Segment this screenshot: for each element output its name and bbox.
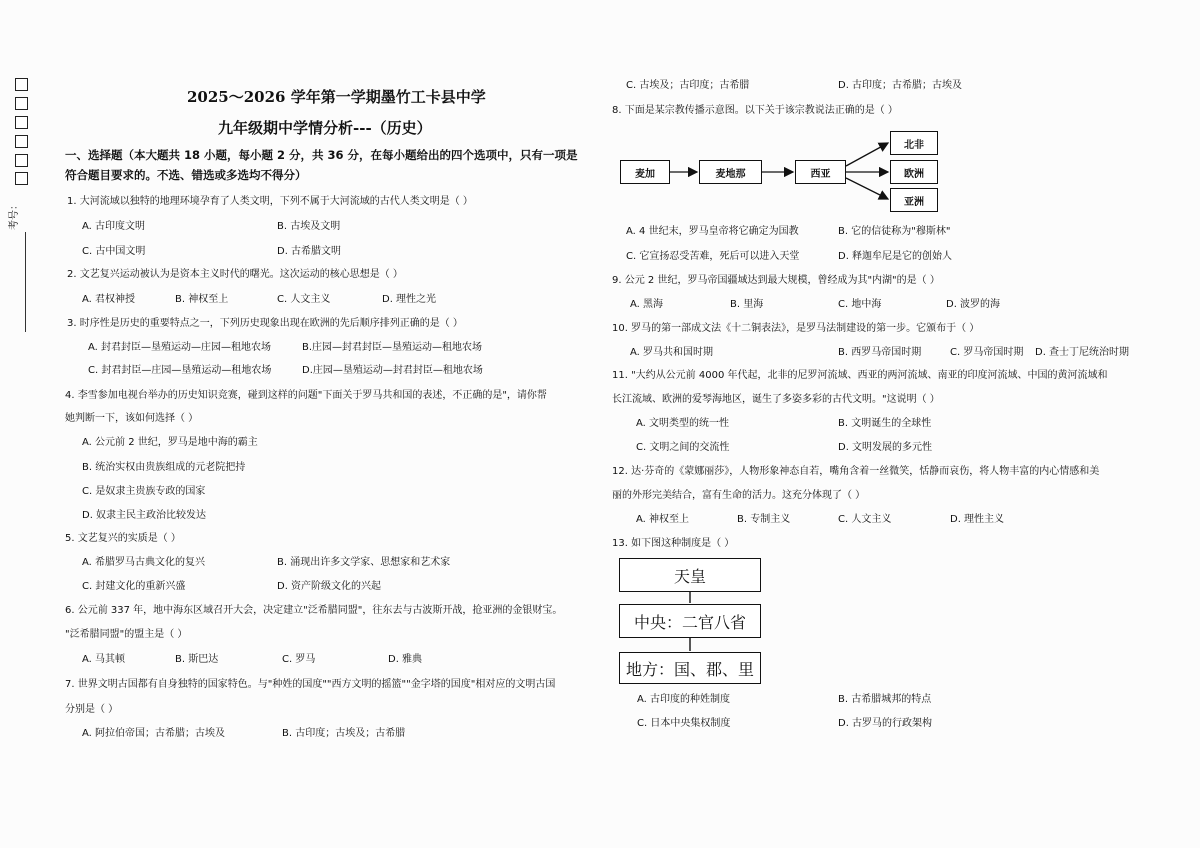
node-west-asia: 西亚	[795, 160, 846, 184]
q9-option-b[interactable]: B. 里海	[730, 299, 764, 310]
q4-option-d[interactable]: D. 奴隶主民主政治比较发达	[82, 510, 207, 521]
q3-stem: 3. 时序性是历史的重要特点之一，下列历史现象出现在欧洲的先后顺序排列正确的是（ ）	[67, 318, 463, 329]
q8-option-c[interactable]: C. 它宣扬忍受苦难，死后可以进入天堂	[626, 251, 800, 262]
exam-subtitle: 九年级期中学情分析---（历史）	[218, 119, 432, 137]
q11-option-d[interactable]: D. 文明发展的多元性	[838, 442, 933, 453]
q9-option-a[interactable]: A. 黑海	[630, 299, 664, 310]
q6-option-b[interactable]: B. 斯巴达	[175, 654, 219, 665]
q10-option-b[interactable]: B. 西罗马帝国时期	[838, 347, 922, 358]
q1-stem: 1. 大河流域以独特的地理环境孕育了人类文明，下列不属于大河流域的古代人类文明是（ ）	[67, 196, 473, 207]
q1-option-d[interactable]: D. 古希腊文明	[277, 246, 342, 257]
q7-option-a[interactable]: A. 阿拉伯帝国；古希腊；古埃及	[82, 728, 226, 739]
q11-option-b[interactable]: B. 文明诞生的全球性	[838, 418, 932, 429]
q5-option-c[interactable]: C. 封建文化的重新兴盛	[82, 581, 186, 592]
q9-option-c[interactable]: C. 地中海	[838, 299, 882, 310]
q12-stem-line2: 丽的外形完美结合，富有生命的活力。这充分体现了（ ）	[612, 490, 866, 501]
node-medina: 麦地那	[699, 160, 762, 184]
q10-option-c[interactable]: C. 罗马帝国时期	[950, 347, 1024, 358]
node-asia: 亚洲	[890, 188, 938, 212]
q2-stem: 2. 文艺复兴运动被认为是资本主义时代的曙光。这次运动的核心思想是（ ）	[67, 269, 403, 280]
node-europe: 欧洲	[890, 160, 938, 184]
q4-stem-line2: 她判断一下，该如何选择（ ）	[65, 413, 199, 424]
node-mecca: 麦加	[620, 160, 670, 184]
q9-option-d[interactable]: D. 波罗的海	[946, 299, 1001, 310]
q10-option-a[interactable]: A. 罗马共和国时期	[630, 347, 714, 358]
q3-option-a[interactable]: A. 封君封臣—垦殖运动—庄园—租地农场	[88, 342, 272, 353]
q1-option-c[interactable]: C. 古中国文明	[82, 246, 146, 257]
q8-option-b[interactable]: B. 它的信徒称为"穆斯林"	[838, 226, 951, 237]
q13-option-c[interactable]: C. 日本中央集权制度	[637, 718, 731, 729]
section-heading-line1: 一、选择题（本大题共 18 小题，每小题 2 分，共 36 分，在每小题给出的四个选项中，只有一项是	[65, 148, 578, 162]
section-heading-line2: 符合题目要求的。不选、错选或多选均不得分）	[65, 168, 307, 182]
q7-option-d[interactable]: D. 古印度；古希腊；古埃及	[838, 80, 963, 91]
q6-option-a[interactable]: A. 马其顿	[82, 654, 126, 665]
q9-stem: 9. 公元 2 世纪，罗马帝国疆域达到最大规模，曾经成为其"内湖"的是（ ）	[612, 275, 940, 286]
q8-option-d[interactable]: D. 释迦牟尼是它的创始人	[838, 251, 953, 262]
q4-option-a[interactable]: A. 公元前 2 世纪，罗马是地中海的霸主	[82, 437, 258, 448]
q13-option-a[interactable]: A. 古印度的种姓制度	[637, 694, 731, 705]
q7-option-c[interactable]: C. 古埃及；古印度；古希腊	[626, 80, 750, 91]
q8-stem: 8. 下面是某宗教传播示意图。以下关于该宗教说法正确的是（ ）	[612, 105, 898, 116]
q6-option-d[interactable]: D. 雅典	[388, 654, 423, 665]
q2-option-c[interactable]: C. 人文主义	[277, 294, 331, 305]
q7-stem-line2: 分别是（ ）	[65, 704, 119, 715]
exam-number-label: 考号：	[9, 200, 20, 230]
q11-option-a[interactable]: A. 文明类型的统一性	[636, 418, 730, 429]
q2-option-a[interactable]: A. 君权神授	[82, 294, 136, 305]
q1-option-a[interactable]: A. 古印度文明	[82, 221, 146, 232]
q10-stem: 10. 罗马的第一部成文法《十二铜表法》，是罗马法制建设的第一步。它颁布于（ ）	[612, 323, 980, 334]
q5-stem: 5. 文艺复兴的实质是（ ）	[65, 533, 181, 544]
q6-stem-line1: 6. 公元前 337 年，地中海东区域召开大会，决定建立"泛希腊同盟"，往东去与古波斯开战，抢亚洲的金银财宝。	[65, 605, 563, 616]
q7-option-b[interactable]: B. 古印度；古埃及；古希腊	[282, 728, 406, 739]
q6-stem-line2: "泛希腊同盟"的盟主是（ ）	[65, 629, 188, 640]
q4-option-c[interactable]: C. 是奴隶主贵族专政的国家	[82, 486, 206, 497]
q3-option-b[interactable]: B.庄园—封君封臣—垦殖运动—租地农场	[302, 342, 483, 353]
node-north-africa: 北非	[890, 131, 938, 155]
q11-stem-line1: 11. "大约从公元前 4000 年代起，北非的尼罗河流域、西亚的两河流域、南亚的印度河流域、中国的黄河流域和	[612, 370, 1108, 381]
q6-option-c[interactable]: C. 罗马	[282, 654, 316, 665]
node-emperor: 天皇	[619, 558, 761, 592]
q12-option-c[interactable]: C. 人文主义	[838, 514, 892, 525]
q7-stem-line1: 7. 世界文明古国都有自身独特的国家特色。与"种姓的国度""西方文明的摇篮""金字塔的国度"相对应的文明古国	[65, 679, 556, 690]
q3-option-c[interactable]: C. 封君封臣—庄园—垦殖运动—租地农场	[88, 365, 272, 376]
q5-option-a[interactable]: A. 希腊罗马古典文化的复兴	[82, 557, 206, 568]
q5-option-b[interactable]: B. 涌现出许多文学家、思想家和艺术家	[277, 557, 451, 568]
q11-stem-line2: 长江流域、欧洲的爱琴海地区，诞生了多姿多彩的古代文明。"这说明（ ）	[612, 394, 940, 405]
q10-option-d[interactable]: D. 查士丁尼统治时期	[1035, 347, 1130, 358]
q4-option-b[interactable]: B. 统治实权由贵族组成的元老院把持	[82, 462, 246, 473]
q4-stem-line1: 4. 李雪参加电视台举办的历史知识竞赛，碰到这样的问题"下面关于罗马共和国的表述，不正确的是"，请你帮	[65, 390, 547, 401]
q12-option-d[interactable]: D. 理性主义	[950, 514, 1005, 525]
q2-option-d[interactable]: D. 理性之光	[382, 294, 437, 305]
q13-option-b[interactable]: B. 古希腊城邦的特点	[838, 694, 932, 705]
q2-option-b[interactable]: B. 神权至上	[175, 294, 229, 305]
q12-option-b[interactable]: B. 专制主义	[737, 514, 791, 525]
q11-option-c[interactable]: C. 文明之间的交流性	[636, 442, 730, 453]
q8-option-a[interactable]: A. 4 世纪末，罗马皇帝将它确定为国教	[626, 226, 799, 237]
node-central: 中央：二官八省	[619, 604, 761, 638]
q5-option-d[interactable]: D. 资产阶级文化的兴起	[277, 581, 382, 592]
q13-stem: 13. 如下图这种制度是（ ）	[612, 538, 735, 549]
exam-title: 2025～2026 学年第一学期墨竹工卡县中学	[187, 88, 486, 106]
q1-option-b[interactable]: B. 古埃及文明	[277, 221, 341, 232]
q12-option-a[interactable]: A. 神权至上	[636, 514, 690, 525]
node-local: 地方：国、郡、里	[619, 652, 761, 684]
q12-stem-line1: 12. 达·芬奇的《蒙娜丽莎》，人物形象神态自若，嘴角含着一丝微笑，恬静而哀伤，将人物丰富的内心情感和美	[612, 466, 1100, 477]
q3-option-d[interactable]: D.庄园—垦殖运动—封君封臣—租地农场	[302, 365, 483, 376]
q13-option-d[interactable]: D. 古罗马的行政架构	[838, 718, 933, 729]
